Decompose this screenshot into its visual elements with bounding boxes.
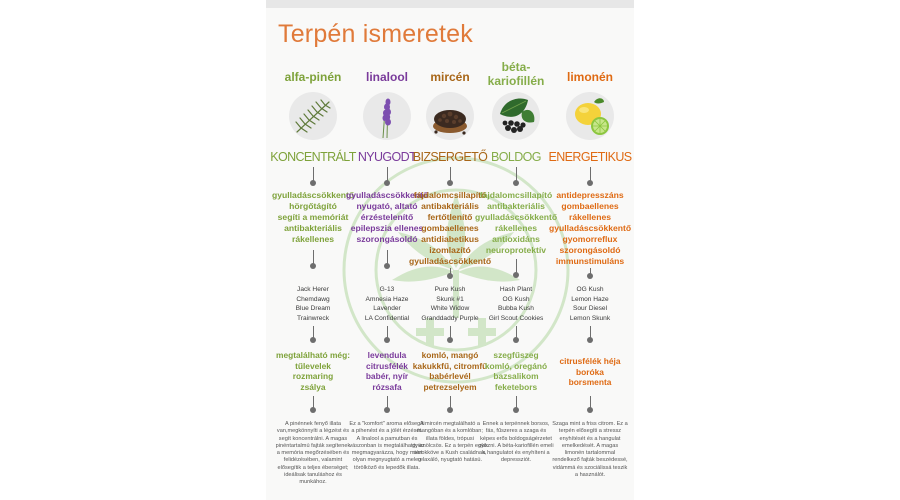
- effects-list: [475, 190, 557, 256]
- connector-dot: [310, 407, 316, 413]
- connector-dot: [447, 180, 453, 186]
- pepper-leaves-image: [492, 92, 540, 140]
- effect-item: izomlazító: [429, 245, 471, 255]
- connector-dot: [513, 407, 519, 413]
- food-item: komló, oregánó: [484, 360, 548, 371]
- effect-item: hörgőtágító: [289, 201, 337, 211]
- strain-item: Granddaddy Purple: [421, 314, 479, 322]
- terpene-mood: ENERGETIKUS: [548, 150, 632, 164]
- effect-item: gyomorreflux: [562, 234, 618, 244]
- food-item: levendula: [367, 350, 407, 360]
- terpene-description: Szaga mint a friss citrom. Ez a terpén elősegíti a stressz enyhítését és a hangulat emelkedését. A magas limonén tartalommal rendelkező fajták beszédessé, vidámmá és szociálissá teszik a használót.: [552, 421, 628, 479]
- strain-item: Girl Scout Cookies: [488, 314, 544, 322]
- connector-dot: [447, 407, 453, 413]
- effect-item: gyulladáscsökkentő: [475, 212, 558, 222]
- terpene-description: Ez a "komfort" aroma elősegíti a pihenést és a jólét érzését. A linalool a pamutban és vászonban is megtalálható; ez megmagyarázza, hogy miért olyan megnyugtató a meleg törölköző és lepedők illata.: [349, 421, 425, 471]
- food-item: citrusfélék héja: [559, 356, 621, 366]
- connector-dot: [310, 337, 316, 343]
- effect-item: fájdalomcsillapító: [479, 190, 553, 200]
- strain-list: [479, 285, 553, 323]
- effect-item: gyulladáscsökkentő: [549, 223, 632, 233]
- strain-item: Jack Herer: [297, 286, 329, 293]
- effect-item: antidepresszáns: [556, 190, 624, 200]
- effect-item: antibakteriális: [421, 201, 479, 211]
- food-item: citrusfélék: [366, 360, 408, 371]
- food-item: rozmaring: [292, 371, 334, 381]
- food-item: boróka: [576, 366, 604, 377]
- terpene-description: A mircén megtalálható a mangóban és a komlóban; illata földes, trópusi gyümölcsös. Ez a terpén egyik sarokköve a Kush családnak, relaxáló, nyugtató hatású.: [412, 421, 488, 464]
- effect-item: immunstimuláns: [555, 256, 625, 266]
- effect-item: antibakteriális: [487, 201, 545, 211]
- food-item: rózsafa: [372, 381, 402, 392]
- food-item: babérlevél: [429, 371, 471, 381]
- connector-dot: [513, 180, 519, 186]
- terpene-mood: BIZSERGETŐ: [412, 150, 488, 164]
- food-item: zsálya: [300, 381, 326, 392]
- connector-line: [387, 250, 388, 264]
- strain-item: Bubba Kush: [498, 305, 534, 312]
- infographic-poster: [266, 0, 634, 500]
- terpene-description: Ennek a terpénnek borsos, fás, fűszeres a szaga és képes erős boldogságérzetet okozni. A béta-kariofillén emeli a hangulatot és enyhíteni a depressziót.: [478, 421, 554, 464]
- strain-item: Amnesia Haze: [365, 295, 409, 303]
- effect-item: segíti a memóriát: [277, 212, 349, 222]
- top-band: [266, 0, 634, 8]
- connector-dot: [587, 407, 593, 413]
- connector-line: [450, 167, 451, 181]
- strain-item: Lavender: [373, 305, 401, 312]
- strain-item: Lemon Haze: [571, 295, 609, 303]
- effect-item: rákellenes: [494, 223, 538, 233]
- connector-dot: [447, 273, 453, 279]
- effect-item: szorongásoldó: [356, 234, 418, 244]
- strain-item: Trainwreck: [297, 314, 329, 322]
- strain-item: LA Confidential: [364, 314, 410, 322]
- effect-item: gyulladáscsökkentő: [272, 190, 355, 200]
- terpene-name: béta-kariofillén: [487, 60, 545, 88]
- food-item: babér, nyír: [365, 371, 409, 381]
- effect-item: szorongásoldó: [559, 245, 621, 255]
- terpene-description: A pinénnek fenyő illata van,megkönnyíti a légzést és segít koncentrálni. A magas pinéntartalmú fajták segítenek a memória megőrzésében és felidézésében, valamint elősegítik a teljes éberséget; ideálisak tanuláshoz és munkához.: [275, 421, 351, 486]
- effect-item: fájdalomcsillapító: [413, 190, 487, 200]
- strain-item: OG Kush: [576, 286, 604, 293]
- terpene-name: alfa-pinén: [284, 70, 342, 84]
- page-title: Terpén ismeretek: [278, 20, 473, 48]
- terpene-name: mircén: [430, 70, 470, 84]
- connector-line: [387, 167, 388, 181]
- effect-item: neuroprotektív: [485, 245, 547, 255]
- food-item: borsmenta: [568, 377, 612, 387]
- connector-line: [516, 259, 517, 273]
- effect-item: nyugató, altató: [356, 201, 418, 211]
- food-item: megtalálható még:: [276, 350, 350, 360]
- terpene-mood: BOLDOG: [491, 150, 541, 164]
- strain-item: Skunk #1: [436, 295, 464, 303]
- connector-dot: [447, 337, 453, 343]
- terpene-mood: NYUGODT: [357, 150, 417, 164]
- food-item: komló, mangó: [421, 350, 479, 360]
- strain-item: Hash Plant: [499, 286, 533, 293]
- strain-item: G-13: [379, 286, 395, 293]
- effect-item: gombaellenes: [421, 223, 479, 233]
- connector-dot: [513, 337, 519, 343]
- food-item: tűlevelek: [295, 360, 331, 371]
- lavender-image: [363, 92, 411, 140]
- effect-item: fertőtlenítő: [427, 212, 473, 222]
- strain-item: Blue Dream: [295, 305, 331, 312]
- connector-dot: [384, 337, 390, 343]
- strain-item: OG Kush: [502, 295, 530, 303]
- terpene-mood: KONCENTRÁLT: [270, 150, 356, 164]
- food-item: feketebors: [494, 381, 538, 392]
- connector-dot: [310, 180, 316, 186]
- strain-list: [553, 285, 627, 323]
- effect-item: antibakteriális: [284, 223, 342, 233]
- connector-dot: [587, 337, 593, 343]
- connector-line: [516, 167, 517, 181]
- effects-list: [272, 190, 354, 245]
- food-item: bazsalikom: [493, 371, 539, 381]
- effect-item: epilepszia ellenes: [350, 223, 424, 233]
- effects-list: [549, 190, 631, 267]
- connector-line: [313, 250, 314, 264]
- connector-dot: [587, 273, 593, 279]
- effect-item: gyulladáscsökkentő: [409, 256, 492, 266]
- connector-dot: [384, 407, 390, 413]
- strain-item: Sour Diesel: [572, 305, 608, 312]
- strain-item: Pure Kush: [434, 286, 466, 293]
- strain-list: [413, 285, 487, 323]
- connector-dot: [513, 272, 519, 278]
- effect-item: érzéstelenítő: [360, 212, 414, 222]
- connector-line: [590, 167, 591, 181]
- food-sources: [274, 350, 352, 392]
- connector-dot: [587, 180, 593, 186]
- effect-item: antioxidáns: [492, 234, 540, 244]
- effect-item: gyulladáscsökkentő: [346, 190, 429, 200]
- connector-line: [313, 167, 314, 181]
- lemon-lime-image: [566, 92, 614, 140]
- pine-sprig-image: [289, 92, 337, 140]
- connector-dot: [384, 180, 390, 186]
- cloves-bowl-image: [426, 92, 474, 140]
- effect-item: rákellenes: [568, 212, 612, 222]
- strain-list: [276, 285, 350, 323]
- effect-item: rákellenes: [291, 234, 335, 244]
- food-item: szegfűszeg: [493, 350, 539, 360]
- food-item: petrezselyem: [423, 381, 477, 392]
- food-sources: [477, 350, 555, 392]
- terpene-name: limonén: [566, 70, 613, 84]
- connector-dot: [310, 263, 316, 269]
- terpene-name: linalool: [366, 70, 408, 84]
- effect-item: antidiabetikus: [421, 234, 479, 244]
- food-sources: [551, 356, 629, 388]
- strain-item: Chemdawg: [296, 295, 330, 303]
- strain-item: Lemon Skunk: [569, 314, 611, 322]
- effect-item: gombaellenes: [561, 201, 619, 211]
- strain-item: White Widow: [430, 305, 470, 312]
- food-item: kakukkfű, citromfű: [412, 360, 488, 371]
- connector-dot: [384, 263, 390, 269]
